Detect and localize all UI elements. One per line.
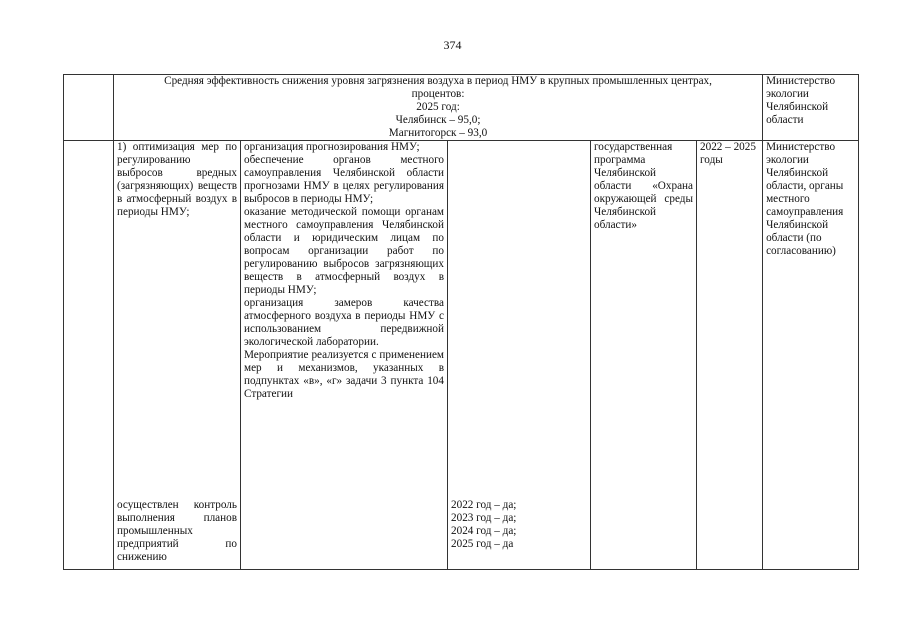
- measure-row: [64, 141, 859, 570]
- empty-cell: [64, 75, 114, 141]
- strategy-table: [63, 74, 859, 570]
- period-cell: [697, 141, 763, 570]
- summary-title-unit: процентов:: [411, 88, 465, 100]
- action-item: Мероприятие реализуется с применением мер и механизмов, указанных в подпунктах «в», «г» задачи 3 пункта 104 Стратегии: [244, 349, 444, 400]
- summary-value-chelyabinsk: Челябинск – 95,0;: [395, 114, 481, 126]
- indicators-cell: [448, 141, 591, 570]
- indicator-value: 2025 год – да: [451, 538, 514, 550]
- page-number: 374: [443, 38, 462, 52]
- source-cell: [591, 141, 697, 570]
- action-item: обеспечение органов местного самоуправления Челябинской области прогнозами НМУ в целях регулирования выбросов в периоды НМУ;: [244, 154, 444, 205]
- source-text: государственная программа Челябинской области «Охрана окружающей среды Челябинской области»: [594, 141, 693, 231]
- action-item: оказание методической помощи органам местного самоуправления Челябинской области и юридическим лицам по вопросам организации работ по регулированию выбросов загрязняющих веществ в атмосферный воздух в периоды НМУ;: [244, 206, 444, 296]
- responsible-text: Министерство экологии Челябинской области, органы местного самоуправления Челябинской области (по согласованию): [766, 141, 844, 257]
- summary-responsible: Министерство экологии Челябинской области: [766, 75, 836, 126]
- summary-indicator-cell: [114, 75, 763, 141]
- indicator-value: 2023 год – да;: [451, 512, 517, 524]
- result-text: осуществлен контроль выполнения планов промышленных предприятий по снижению: [117, 499, 237, 563]
- responsible-cell: [763, 141, 859, 570]
- summary-row: [64, 75, 859, 141]
- summary-value-magnitogorsk: Магнитогорск – 93,0: [388, 127, 488, 139]
- summary-title: Средняя эффективность снижения уровня загрязнения воздуха в период НМУ в крупных промышленных центрах,: [164, 75, 712, 87]
- actions-cell: [241, 141, 448, 570]
- measure-text: 1) оптимизация мер по регулированию выбросов вредных (загрязняющих) веществ в атмосферный воздух в периоды НМУ;: [117, 141, 237, 218]
- empty-cell: [64, 141, 114, 570]
- action-item: организация замеров качества атмосферного воздуха в периоды НМУ с использованием передвижной экологической лаборатории.: [244, 297, 444, 348]
- indicator-value: 2024 год – да;: [451, 525, 517, 537]
- period-text: 2022 – 2025 годы: [700, 141, 756, 166]
- summary-responsible-cell: [763, 75, 859, 141]
- summary-year: 2025 год:: [416, 101, 460, 113]
- indicator-value: 2022 год – да;: [451, 499, 517, 511]
- action-item: организация прогнозирования НМУ;: [244, 141, 420, 153]
- measure-cell: [114, 141, 241, 570]
